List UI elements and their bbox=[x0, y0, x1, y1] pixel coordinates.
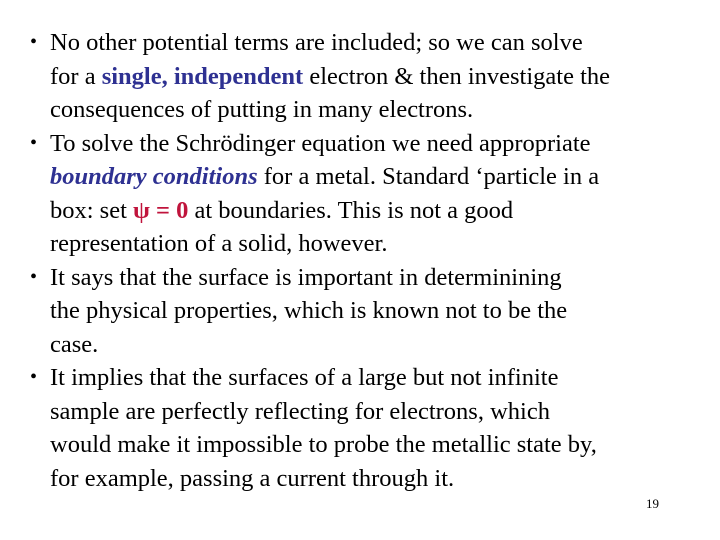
bullet-2-line-2: boundary conditions for a metal. Standard ‘particle in a bbox=[50, 163, 600, 190]
bullet-item-4 bbox=[30, 361, 702, 495]
bullet-2-line-3: box: set ψ = 0 at boundaries. This is not a good bbox=[50, 196, 514, 224]
bullet-2-line-4: representation of a solid, however. bbox=[50, 230, 388, 257]
bullet-list bbox=[30, 26, 702, 495]
bullet-4-line-2: sample are perfectly reflecting for electrons, which bbox=[50, 397, 550, 425]
bullet-4-line-3: would make it impossible to probe the metallic state by, bbox=[50, 431, 597, 458]
highlight-boundary-conditions: boundary conditions bbox=[50, 163, 258, 190]
bullet-2-line-1: To solve the Schrödinger equation we need appropriate bbox=[50, 129, 591, 157]
bullet-3-line-1: It says that the surface is important in determinining bbox=[50, 263, 562, 291]
bullet-1-line-2: for a single, independent electron & then investigate the bbox=[50, 62, 611, 90]
bullet-1-line-1: No other potential terms are included; so we can solve bbox=[50, 29, 583, 56]
bullet-4-line-4: for example, passing a current through it. bbox=[50, 464, 455, 492]
bullet-dot-icon: • bbox=[30, 265, 38, 288]
highlight-single-independent: single, independent bbox=[101, 62, 304, 90]
bullet-dot-icon: • bbox=[30, 366, 38, 388]
bullet-1-line-3: consequences of putting in many electrons. bbox=[50, 96, 474, 123]
bullet-dot-icon: • bbox=[30, 31, 38, 53]
bullet-dot-icon: • bbox=[30, 131, 38, 154]
bullet-item-3 bbox=[30, 261, 702, 362]
bullet-3-line-2: the physical properties, which is known not to be the bbox=[50, 297, 568, 324]
bullet-item-2 bbox=[30, 127, 702, 261]
bullet-4-line-1: It implies that the surfaces of a large but not infinite bbox=[50, 364, 559, 391]
highlight-psi-equals-zero: ψ = 0 bbox=[133, 196, 189, 224]
bullet-3-line-3: case. bbox=[50, 330, 99, 358]
page-number: 19 bbox=[646, 496, 659, 511]
bullet-item-1 bbox=[30, 26, 702, 127]
